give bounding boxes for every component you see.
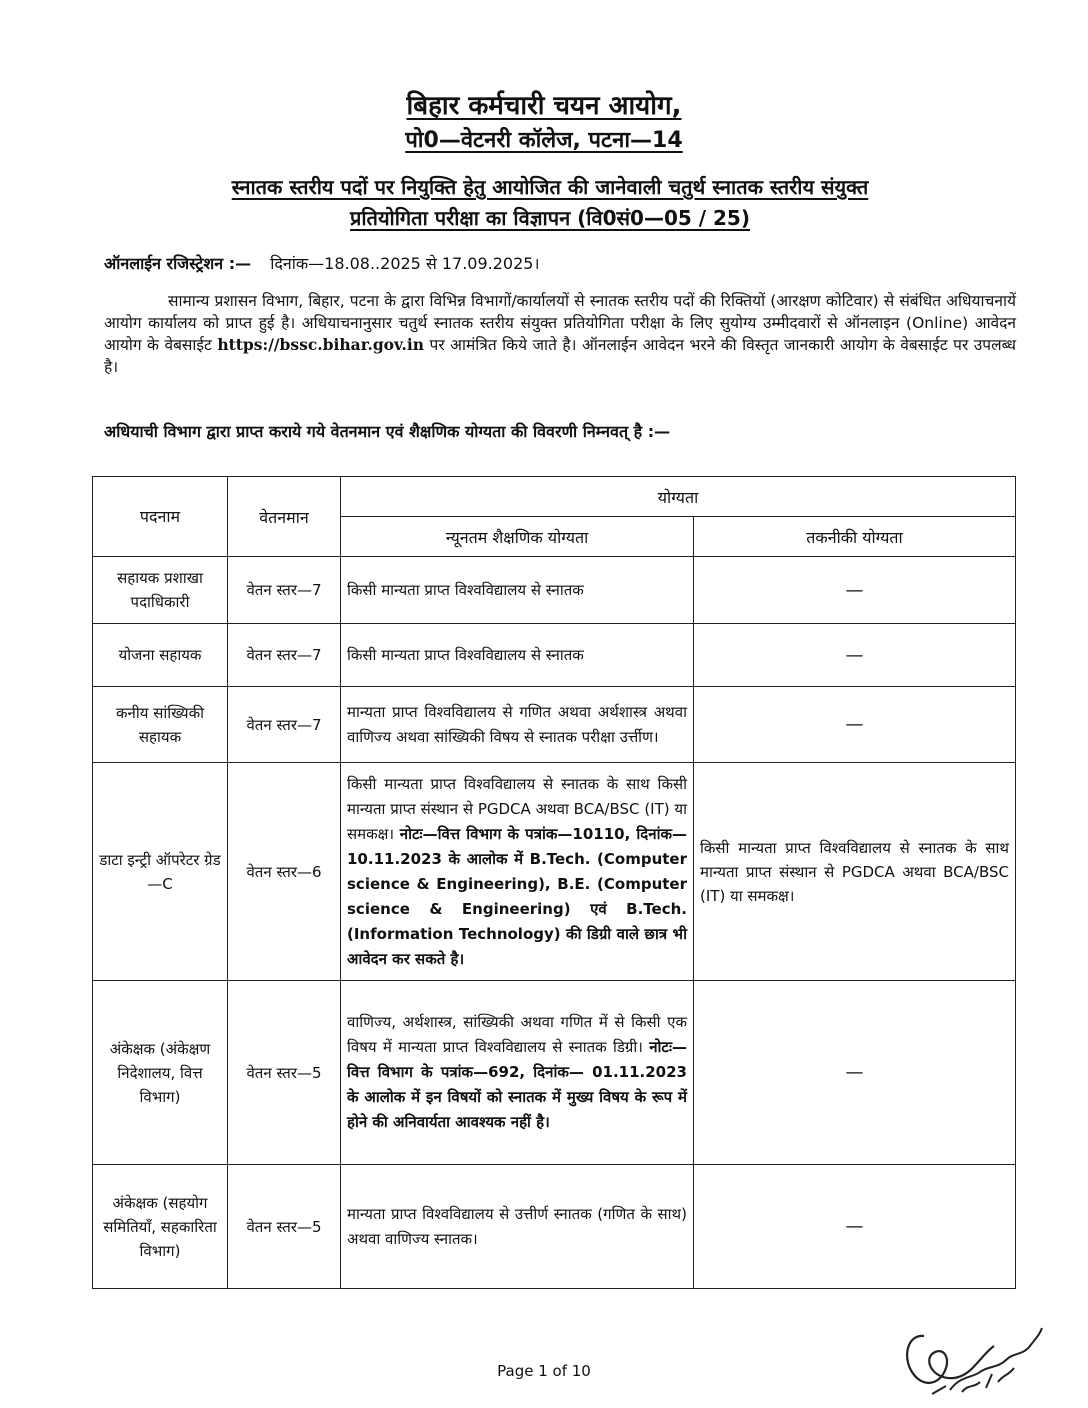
- registration-dates: दिनांक—18.08..2025 से 17.09.2025।: [270, 254, 540, 273]
- table-row: योजना सहायक वेतन स्तर—7 किसी मान्यता प्राप्त विश्वविद्यालय से स्नातक —: [93, 624, 1016, 687]
- organization-address: पो0—वेटनरी कॉलेज, पटना—14: [405, 128, 683, 153]
- header-edu: न्यूनतम शैक्षणिक योग्यता: [341, 517, 694, 557]
- registration-label: ऑनलाईन रजिस्ट्रेशन :—: [104, 254, 252, 273]
- website-url[interactable]: https://bssc.bihar.gov.in: [217, 335, 425, 354]
- table-row: अंकेक्षक (अंकेक्षण निदेशालय, वित्त विभाग) वेतन स्तर—5 वाणिज्य, अर्थशास्त्र, सांख्यिकी अथवा गणित में से किसी एक विषय में मान्यता प्राप्त विश्वविद्यालय से स्नातक डिग्री। नोटः—वित्त विभाग के पत्रांक—692, दिनांक— 01.11.2023 के आलोक में इन विषयों को स्नातक में मुख्य विषय के रूप में होने की अनिवार्यता आवश्यक नहीं है। —: [93, 981, 1016, 1165]
- qualification-table: [92, 476, 1016, 1289]
- table-row: अंकेक्षक (सहयोग समितियाँ, सहकारिता विभाग) वेतन स्तर—5 मान्यता प्राप्त विश्वविद्यालय से उत्तीर्ण स्नातक (गणित के साथ) अथवा वाणिज्य स्नातक। —: [93, 1165, 1016, 1289]
- header-qualification: योग्यता: [341, 477, 1016, 517]
- intro-paragraph: सामान्य प्रशासन विभाग, बिहार, पटना के द्वारा विभिन्न विभागों/कार्यालयों से स्नातक स्तरीय पदों की रिक्तियों (आरक्षण कोटिवार) से संबंधित अधियाचनायें आयोग कार्यालय को प्राप्त हुई है। अधियाचनानुसार चतुर्थ स्नातक स्तरीय संयुक्त प्रतियोगिता परीक्षा के लिए सुयोग्य उम्मीदवारों से ऑनलाइन (Online) आवेदन आयोग के वेबसाईट https://bssc.bihar.gov.in पर आमंत्रित किये जाते है। ऑनलाईन आवेदन भरने की विस्तृत जानकारी आयोग के वेबसाईट पर उपलब्ध है।: [104, 292, 1017, 376]
- table-row: डाटा इन्ट्री ऑपरेटर ग्रेड—C वेतन स्तर—6 किसी मान्यता प्राप्त विश्वविद्यालय से स्नातक के साथ किसी मान्यता प्राप्त संस्थान से PGDCA अथवा BCA/BSC (IT) या समकक्ष। नोटः—वित्त विभाग के पत्रांक—10110, दिनांक—10.11.2023 के आलोक में B.Tech. (Computer science & Engineering), B.E. (Computer science & Engineering) एवं B.Tech. (Information Technology) की डिग्री वाले छात्र भी आवेदन कर सकते है। किसी मान्यता प्राप्त विश्वविद्यालय से स्नातक के साथ मान्यता प्राप्त संस्थान से PGDCA अथवा BCA/BSC (IT) या समकक्ष।: [93, 763, 1016, 981]
- header-post: पदनाम: [93, 477, 228, 557]
- subject-line-1: स्नातक स्तरीय पदों पर नियुक्ति हेतु आयोजित की जानेवाली चतुर्थ स्नातक स्तरीय संयुक्त: [231, 175, 869, 199]
- header-pay: वेतनमान: [228, 477, 341, 557]
- table-row: कनीय सांख्यिकी सहायक वेतन स्तर—7 मान्यता प्राप्त विश्वविद्यालय से गणित अथवा अर्थशास्त्र अथवा वाणिज्य अथवा सांख्यिकी विषय से स्नातक परीक्षा उर्त्तीण। —: [93, 687, 1016, 763]
- edu-note: नोटः—वित्त विभाग के पत्रांक—10110, दिनांक—10.11.2023 के आलोक में B.Tech. (Computer science & Engineering), B.E. (Computer science & Engineering) एवं B.Tech. (Information Technology) की डिग्री वाले छात्र भी आवेदन कर सकते है।: [347, 824, 687, 968]
- table-lead: अधियाची विभाग द्वारा प्राप्त कराये गये वेतनमान एवं शैक्षणिक योग्यता की विवरणी निम्नवत् है :—: [104, 422, 671, 441]
- advertisement-subject: [110, 172, 990, 234]
- table-header-row: [93, 477, 1016, 517]
- subject-line-2: प्रतियोगिता परीक्षा का विज्ञापन (वि0सं0—05 / 25): [350, 206, 750, 230]
- header-tech: तकनीकी योग्यता: [694, 517, 1016, 557]
- organization-title: बिहार कर्मचारी चयन आयोग,: [406, 91, 682, 121]
- signature-scrawl: [888, 1316, 1048, 1402]
- page-number: Page 1 of 10: [497, 1362, 591, 1380]
- edu-note: नोटः—वित्त विभाग के पत्रांक—692, दिनांक— 01.11.2023 के आलोक में इन विषयों को स्नातक में मुख्य विषय के रूप में होने की अनिवार्यता आवश्यक नहीं है।: [347, 1038, 687, 1131]
- online-registration: [104, 252, 540, 274]
- table-row: सहायक प्रशाखा पदाधिकारी वेतन स्तर—7 किसी मान्यता प्राप्त विश्वविद्यालय से स्नातक —: [93, 557, 1016, 624]
